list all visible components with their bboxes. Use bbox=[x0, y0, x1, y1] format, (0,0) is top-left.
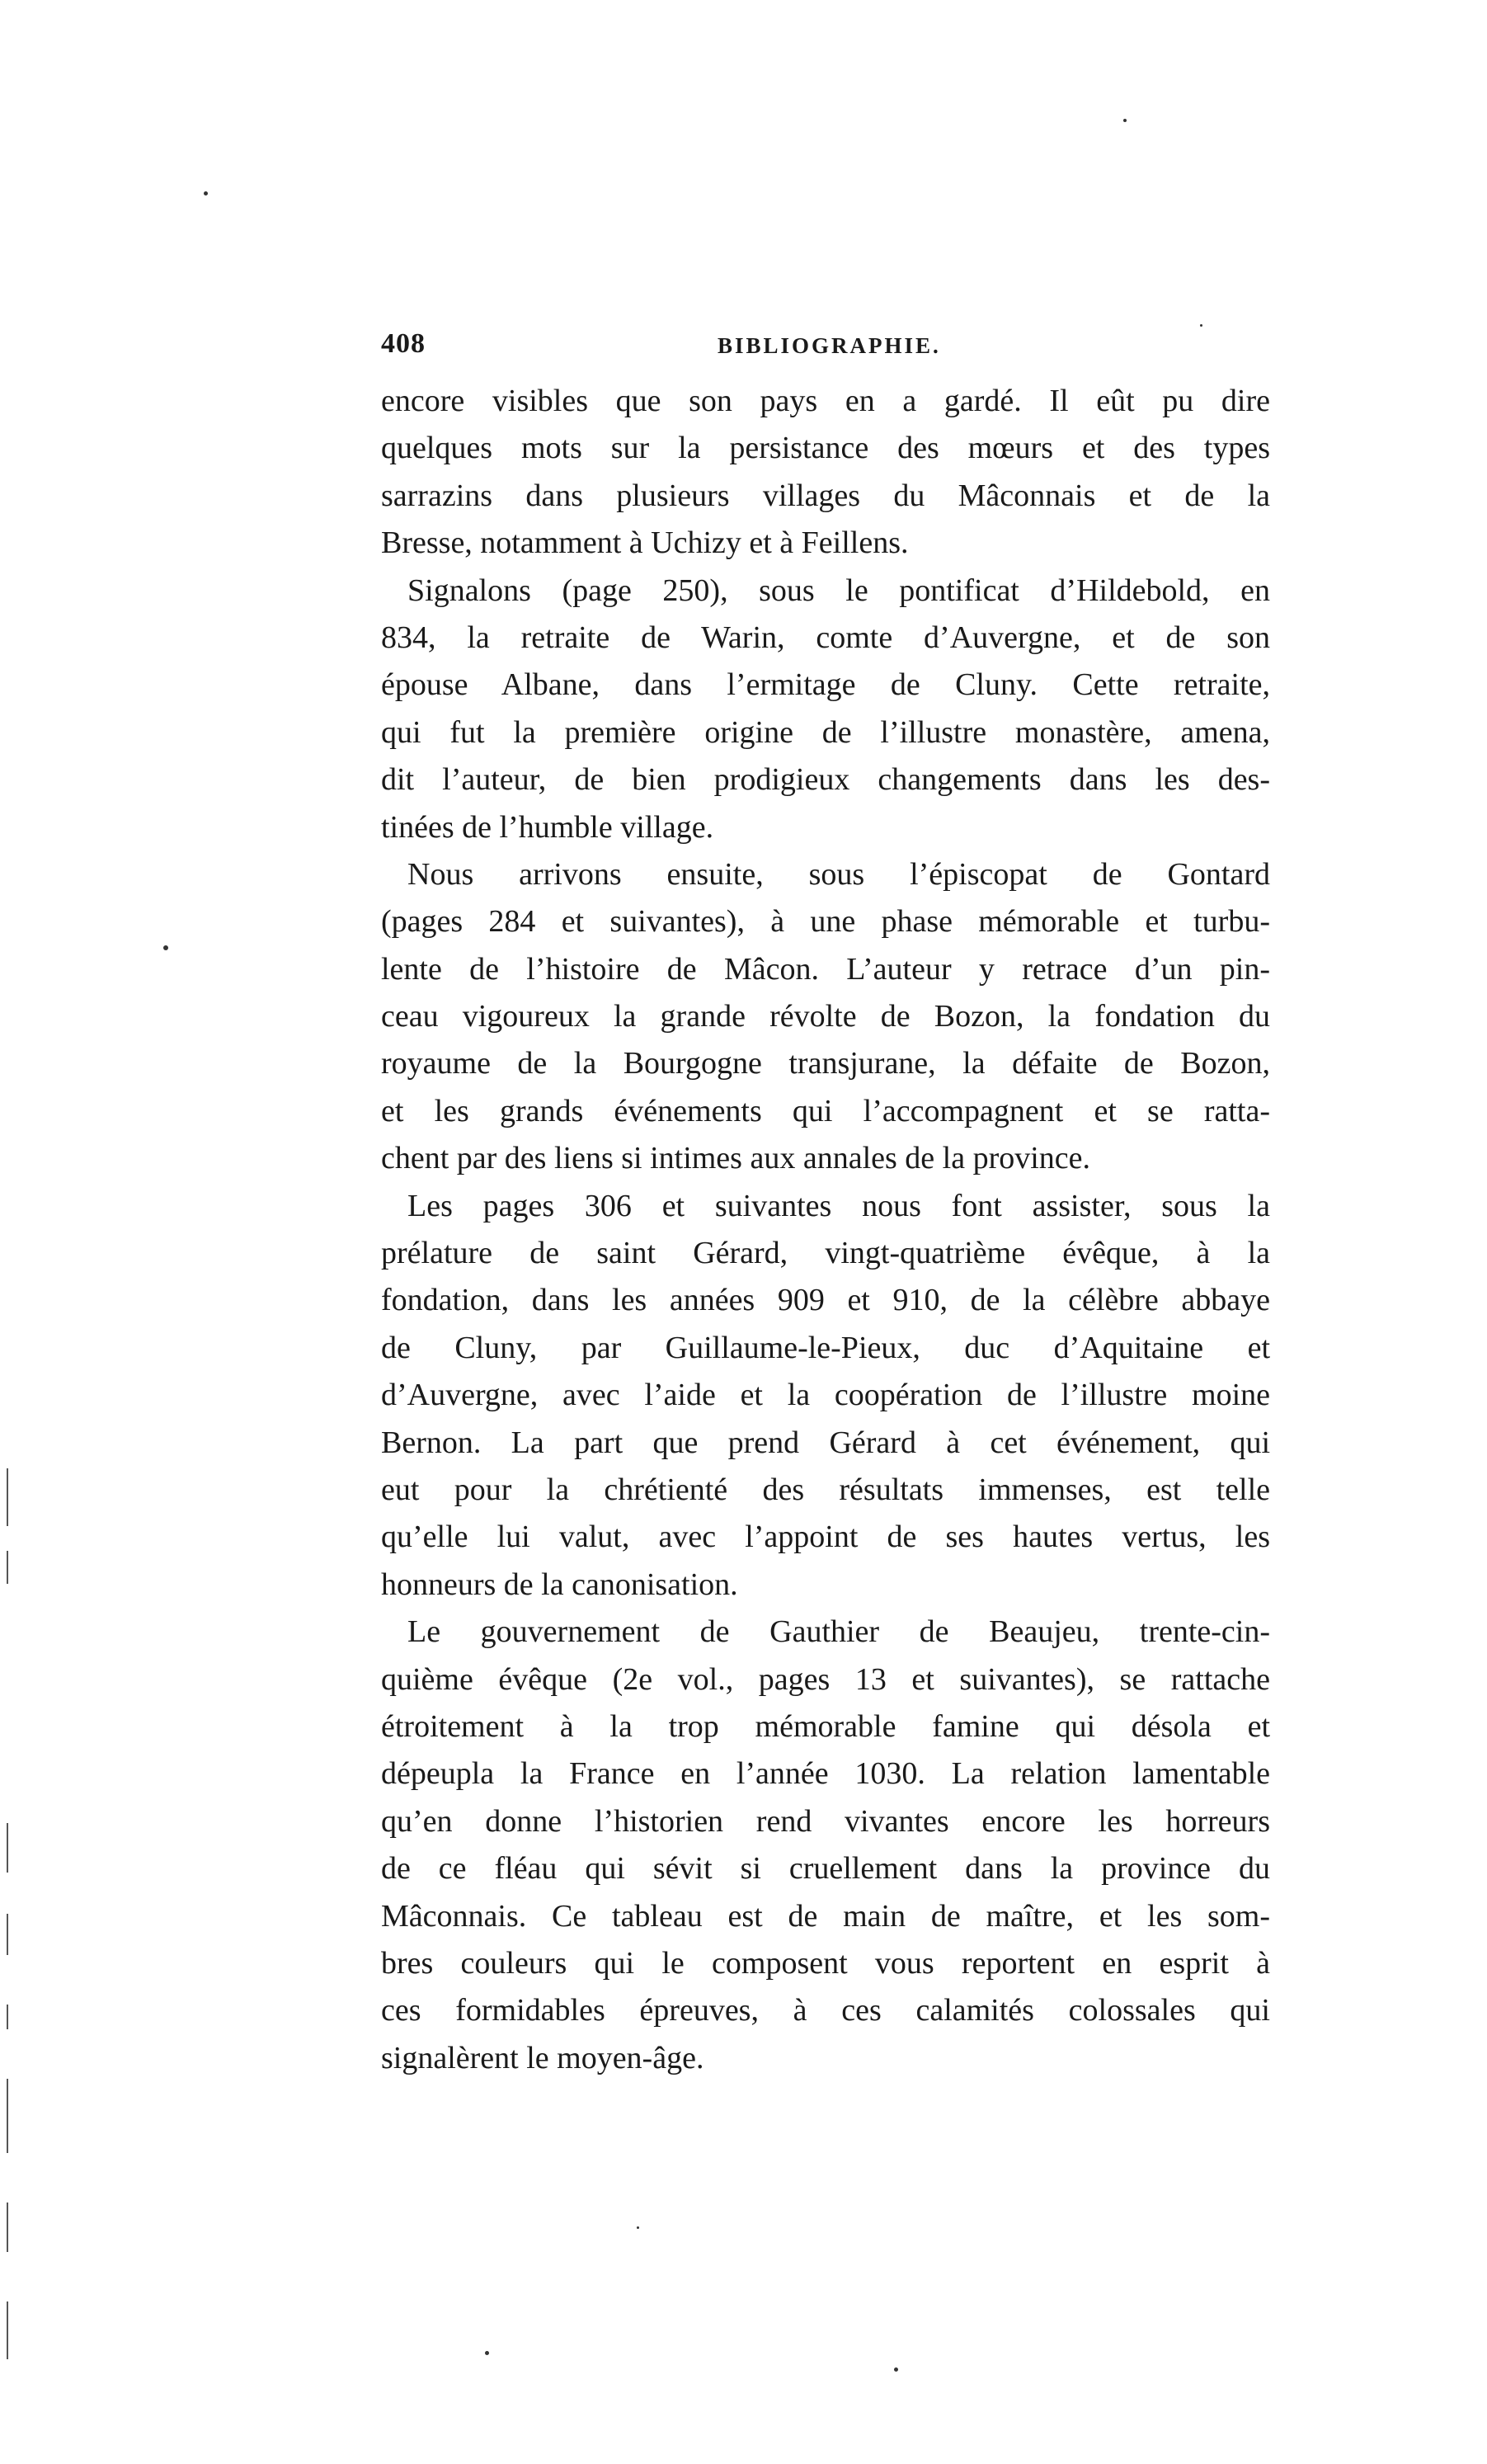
text-line: dit l’auteur, de bien prodigieux changements dans les des- bbox=[381, 762, 1270, 798]
margin-mark bbox=[7, 2005, 8, 2029]
margin-mark bbox=[7, 1823, 8, 1873]
text-line: signalèrent le moyen-âge. bbox=[381, 2040, 704, 2075]
text-line: honneurs de la canonisation. bbox=[381, 1567, 738, 1602]
text-line: tinées de l’humble village. bbox=[381, 809, 714, 845]
text-line: de ce fléau qui sévit si cruellement dans la province du bbox=[381, 1851, 1270, 1887]
scan-speck bbox=[163, 945, 168, 950]
text-line: sarrazins dans plusieurs villages du Mâconnais et de la bbox=[381, 478, 1270, 513]
text-line: prélature de saint Gérard, vingt-quatrième évêque, à la bbox=[381, 1236, 1270, 1271]
scan-speck bbox=[1123, 119, 1127, 122]
text-line: Nous arrivons ensuite, sous l’épiscopat de Gontard bbox=[407, 856, 1270, 892]
page-number: 408 bbox=[381, 328, 426, 359]
text-line: ces formidables épreuves, à ces calamités colossales qui bbox=[381, 1993, 1270, 2028]
text-line: chent par des liens si intimes aux annales de la province. bbox=[381, 1141, 1091, 1176]
text-line: quième évêque (2e vol., pages 13 et suivantes), se rattache bbox=[381, 1661, 1270, 1697]
text-line: Les pages 306 et suivantes nous font assister, sous la bbox=[407, 1188, 1270, 1223]
text-line: (pages 284 et suivantes), à une phase mémorable et turbu- bbox=[381, 904, 1270, 940]
text-line: d’Auvergne, avec l’aide et la coopération de l’illustre moine bbox=[381, 1378, 1270, 1413]
text-line: Le gouvernement de Gauthier de Beaujeu, trente-cin- bbox=[407, 1614, 1270, 1650]
text-line: de Cluny, par Guillaume-le-Pieux, duc d’Aquitaine et bbox=[381, 1330, 1270, 1365]
text-line: qu’elle lui valut, avec l’appoint de ses hautes vertus, les bbox=[381, 1519, 1270, 1555]
text-line: et les grands événements qui l’accompagnent et se ratta- bbox=[381, 1093, 1270, 1128]
text-line: Bernon. La part que prend Gérard à cet événement, qui bbox=[381, 1425, 1270, 1460]
text-line: eut pour la chrétienté des résultats immenses, est telle bbox=[381, 1472, 1270, 1507]
margin-mark bbox=[7, 2079, 8, 2153]
margin-mark bbox=[7, 1551, 8, 1584]
text-line: Bresse, notamment à Uchizy et à Feillens. bbox=[381, 525, 909, 561]
scan-speck bbox=[637, 2226, 639, 2229]
body-text bbox=[381, 378, 1270, 2082]
text-line: quelques mots sur la persistance des mœurs et des types bbox=[381, 431, 1270, 466]
text-line: Signalons (page 250), sous le pontificat d’Hildebold, en bbox=[407, 572, 1270, 608]
margin-mark bbox=[7, 2203, 8, 2252]
text-line: fondation, dans les années 909 et 910, de la célèbre abbaye bbox=[381, 1283, 1270, 1318]
scan-speck bbox=[894, 2367, 898, 2372]
text-line: bres couleurs qui le composent vous reportent en esprit à bbox=[381, 1945, 1270, 1981]
running-head: BIBLIOGRAPHIE. bbox=[718, 333, 941, 358]
text-line: Mâconnais. Ce tableau est de main de maître, et les som- bbox=[381, 1898, 1270, 1934]
text-line: dépeupla la France en l’année 1030. La relation lamentable bbox=[381, 1756, 1270, 1792]
scan-speck bbox=[204, 191, 208, 196]
text-line: encore visibles que son pays en a gardé. Il eût pu dire bbox=[381, 384, 1270, 418]
margin-mark bbox=[7, 2301, 8, 2359]
scan-speck bbox=[485, 2351, 489, 2355]
text-line: 834, la retraite de Warin, comte d’Auvergne, et de son bbox=[381, 620, 1270, 655]
text-line: qu’en donne l’historien rend vivantes encore les horreurs bbox=[381, 1803, 1270, 1839]
text-line: épouse Albane, dans l’ermitage de Cluny. Cette retraite, bbox=[381, 667, 1270, 703]
margin-mark bbox=[7, 1468, 8, 1526]
text-line: qui fut la première origine de l’illustre monastère, amena, bbox=[381, 714, 1270, 750]
text-line: ceau vigoureux la grande révolte de Bozon, la fondation du bbox=[381, 999, 1270, 1034]
page-header bbox=[381, 328, 1270, 370]
scan-speck bbox=[1200, 324, 1202, 327]
margin-mark bbox=[7, 1914, 8, 1955]
text-line: étroitement à la trop mémorable famine qui désola et bbox=[381, 1708, 1270, 1744]
text-line: lente de l’histoire de Mâcon. L’auteur y retrace d’un pin- bbox=[381, 951, 1270, 987]
text-line: royaume de la Bourgogne transjurane, la défaite de Bozon, bbox=[381, 1046, 1270, 1081]
